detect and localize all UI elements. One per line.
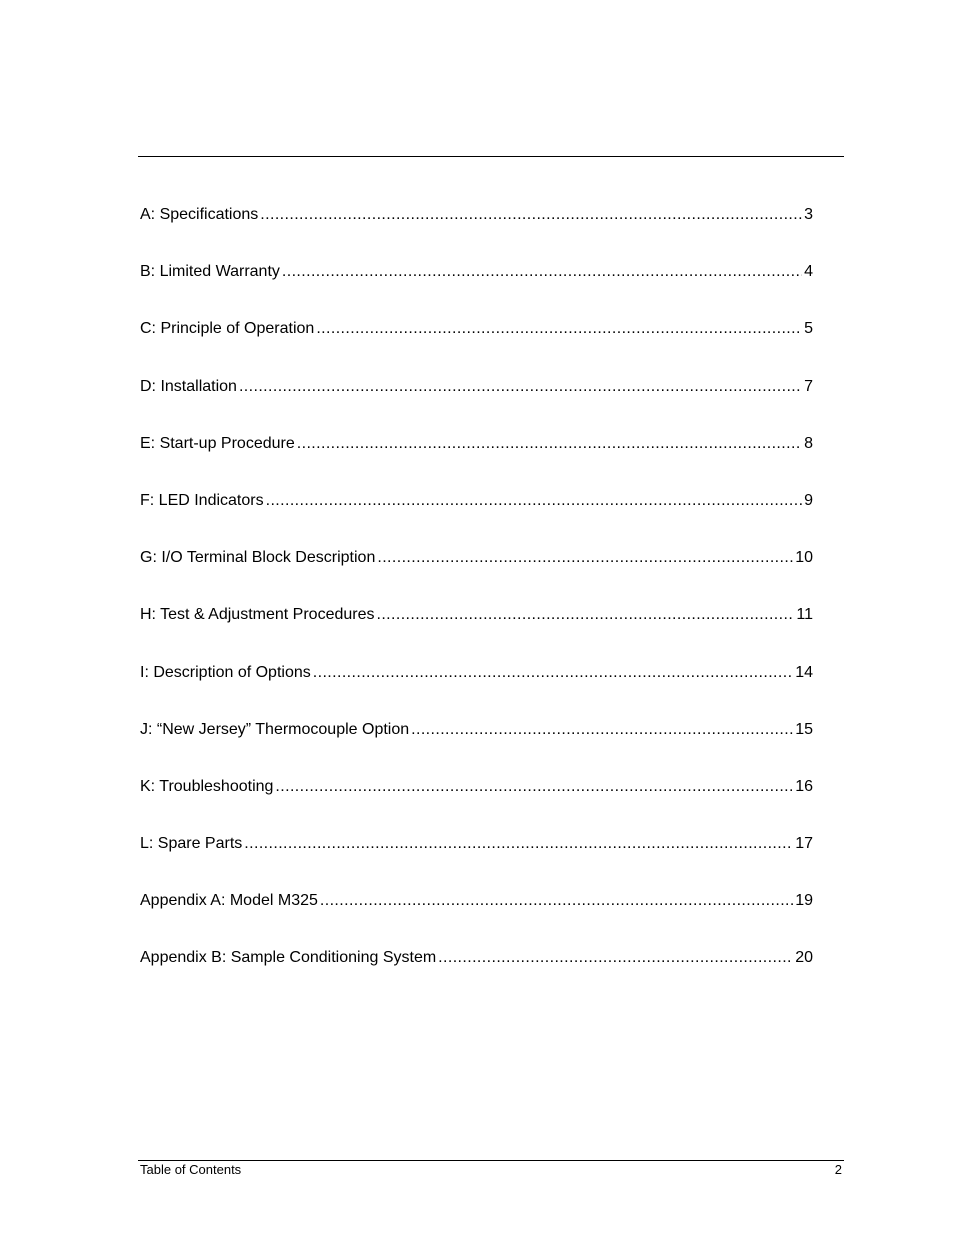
toc-entry-led-indicators[interactable] bbox=[140, 487, 813, 544]
toc-entry-page: 5 bbox=[804, 320, 813, 338]
toc-entry-title: D: Installation bbox=[140, 377, 237, 395]
toc-entry-page: 16 bbox=[795, 777, 813, 795]
toc-entry-appendix-b[interactable] bbox=[140, 944, 813, 1001]
toc-dot-leader bbox=[376, 601, 794, 629]
header-divider bbox=[138, 156, 844, 157]
toc-entry-principle-of-operation[interactable] bbox=[140, 315, 813, 372]
toc-dot-leader bbox=[411, 716, 793, 744]
toc-entry-start-up-procedure[interactable] bbox=[140, 430, 813, 487]
toc-entry-page: 8 bbox=[804, 434, 813, 452]
toc-entry-title: I: Description of Options bbox=[140, 663, 311, 681]
toc-entry-title: H: Test & Adjustment Procedures bbox=[140, 606, 375, 624]
toc-dot-leader bbox=[275, 773, 793, 801]
toc-entry-troubleshooting[interactable] bbox=[140, 773, 813, 830]
toc-entry-page: 15 bbox=[795, 720, 813, 738]
footer-section-title: Table of Contents bbox=[140, 1162, 242, 1177]
toc-dot-leader bbox=[260, 201, 802, 229]
toc-dot-leader bbox=[438, 944, 793, 972]
toc-entry-title: K: Troubleshooting bbox=[140, 777, 274, 795]
toc-dot-leader bbox=[320, 887, 793, 915]
toc-entry-title: J: “New Jersey” Thermocouple Option bbox=[140, 720, 410, 738]
toc-entry-page: 11 bbox=[796, 606, 813, 624]
toc-entry-title: Appendix A: Model M325 bbox=[140, 892, 318, 910]
toc-entry-title: C: Principle of Operation bbox=[140, 320, 315, 338]
toc-entry-io-terminal-block[interactable] bbox=[140, 544, 813, 601]
toc-dot-leader bbox=[297, 430, 802, 458]
toc-entry-limited-warranty[interactable] bbox=[140, 258, 813, 315]
toc-entry-description-of-options[interactable] bbox=[140, 659, 813, 716]
toc-entry-appendix-a[interactable] bbox=[140, 887, 813, 944]
toc-entry-new-jersey-thermocouple[interactable] bbox=[140, 716, 813, 773]
table-of-contents bbox=[140, 201, 813, 1002]
toc-entry-page: 4 bbox=[804, 263, 813, 281]
toc-entry-title: G: I/O Terminal Block Description bbox=[140, 549, 376, 567]
toc-entry-title: L: Spare Parts bbox=[140, 835, 243, 853]
toc-entry-title: A: Specifications bbox=[140, 206, 259, 223]
toc-entry-title: E: Start-up Procedure bbox=[140, 434, 295, 452]
footer-divider bbox=[138, 1160, 844, 1161]
toc-entry-page: 10 bbox=[795, 549, 813, 567]
toc-dot-leader bbox=[266, 487, 802, 515]
toc-entry-title: F: LED Indicators bbox=[140, 491, 264, 509]
toc-dot-leader bbox=[244, 830, 793, 858]
toc-dot-leader bbox=[313, 659, 793, 687]
toc-entry-installation[interactable] bbox=[140, 373, 813, 430]
toc-entry-page: 19 bbox=[795, 892, 813, 910]
toc-entry-title: Appendix B: Sample Conditioning System bbox=[140, 949, 437, 967]
toc-entry-specifications[interactable] bbox=[140, 201, 813, 258]
toc-entry-spare-parts[interactable] bbox=[140, 830, 813, 887]
toc-entry-page: 7 bbox=[804, 377, 813, 395]
toc-entry-page: 9 bbox=[804, 491, 813, 509]
toc-entry-page: 3 bbox=[804, 206, 813, 223]
toc-entry-title: B: Limited Warranty bbox=[140, 263, 280, 281]
footer-page-number: 2 bbox=[834, 1162, 842, 1177]
toc-dot-leader bbox=[282, 258, 802, 286]
toc-dot-leader bbox=[377, 544, 793, 572]
toc-dot-leader bbox=[316, 315, 802, 343]
toc-entry-test-adjustment[interactable] bbox=[140, 601, 813, 658]
toc-dot-leader bbox=[239, 373, 802, 401]
toc-entry-page: 14 bbox=[795, 663, 813, 681]
toc-entry-page: 20 bbox=[795, 949, 813, 967]
toc-entry-page: 17 bbox=[795, 835, 813, 853]
